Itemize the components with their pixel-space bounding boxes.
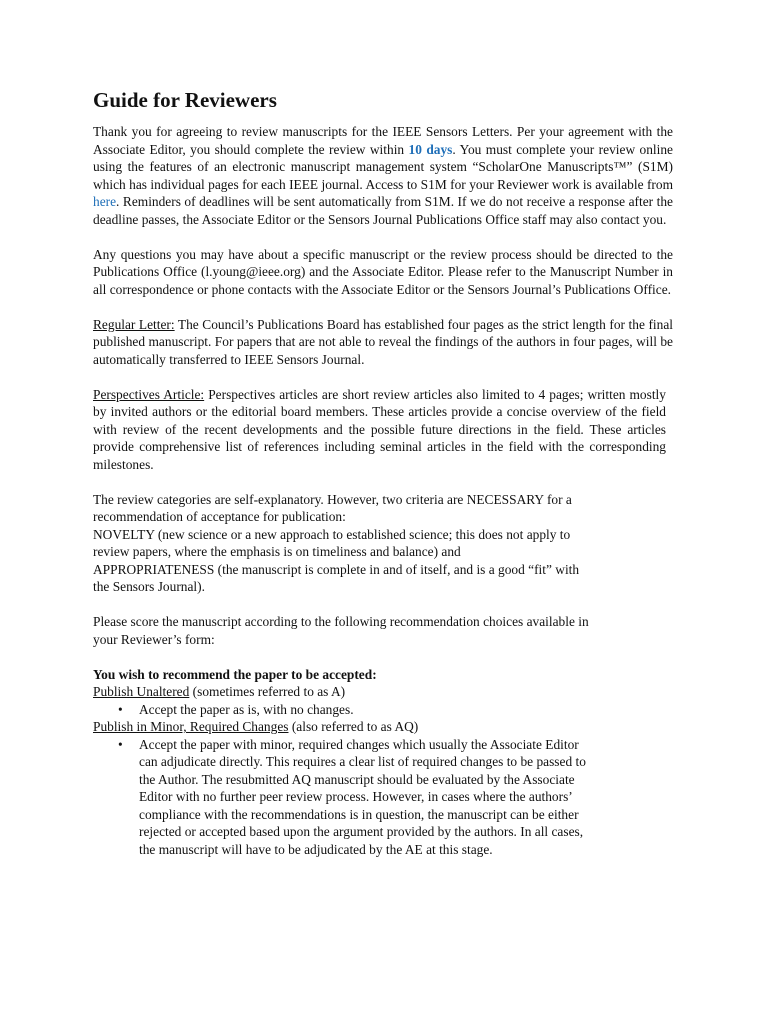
- criteria-line: recommendation of acceptance for publication:: [93, 509, 346, 524]
- intro-text-1: Thank you for agreeing to review manuscripts for the IEEE Sensors Letters. Per your agreement with the Associate Editor, you should complete the review within: [93, 124, 673, 157]
- publish-unaltered-heading: [93, 683, 673, 701]
- intro-text-3: . Reminders of deadlines will be sent automatically from S1M. If we do not receive a response after the deadline passes, the Associate Editor or the Sensors Journal Publications Office staff may also contact you.: [93, 194, 673, 227]
- appropriateness-line: APPROPRIATENESS (the manuscript is complete in and of itself, and is a good “fit” with: [93, 561, 580, 577]
- score-line: your Reviewer’s form:: [93, 631, 215, 647]
- spacer: [93, 648, 673, 666]
- publish-minor-heading: [93, 718, 673, 736]
- publish-minor-line: rejected or accepted based upon the argument provided by the authors. In all cases,: [139, 824, 584, 839]
- criteria-line: The review categories are self-explanatory. However, two criteria are NECESSARY for a: [93, 491, 572, 507]
- document-page: [93, 86, 673, 858]
- publish-minor-line: Editor with no further peer review process. However, in cases where the authors’: [139, 789, 573, 804]
- intro-paragraph: [93, 123, 673, 228]
- list-item: [93, 701, 673, 719]
- criteria-block: [93, 491, 673, 596]
- questions-paragraph: Any questions you may have about a specific manuscript or the review process should be directed to the Publications Office (l.young@ieee.org) and the Associate Editor. Please refer to the Manuscript Number in all correspondence or phone contacts with the Associate Editor or the Sensors Journal’s Publications Office.: [93, 246, 673, 297]
- publish-unaltered-bullet: Accept the paper as is, with no changes.: [139, 701, 354, 717]
- appropriateness-line: the Sensors Journal).: [93, 579, 205, 594]
- review-deadline: 10 days: [408, 141, 453, 157]
- s1m-link[interactable]: here: [93, 194, 117, 209]
- perspectives-label: Perspectives Article:: [93, 386, 205, 402]
- publish-minor-label: Publish in Minor, Required Changes: [93, 719, 289, 734]
- publish-minor-line: the Author. The resubmitted AQ manuscript should be evaluated by the Associate: [139, 771, 575, 787]
- intro-text-2: . You must complete your review online using the features of an electronic manuscript management system “ScholarOne Manuscripts™” (S1M) which has individual pages for each IEEE journal. Access to S1M for your Reviewer work is available from: [93, 141, 673, 192]
- bullet-icon: •: [118, 701, 123, 717]
- novelty-line: review papers, where the emphasis is on timeliness and balance) and: [93, 544, 461, 559]
- score-block: [93, 613, 673, 648]
- regular-letter-paragraph: [93, 316, 673, 369]
- regular-letter-label: Regular Letter:: [93, 316, 175, 332]
- spacer: [93, 368, 673, 386]
- publish-minor-line: Accept the paper with minor, required changes which usually the Associate Editor: [139, 736, 579, 752]
- spacer: [93, 473, 673, 491]
- regular-letter-text: The Council’s Publications Board has established four pages as the strict length for the final published manuscript. For papers that are not able to reveal the findings of the authors in four pages, will be automatically transferred to IEEE Sensors Journal.: [93, 316, 673, 367]
- document-title: Guide for Reviewers: [93, 88, 277, 112]
- accept-heading: You wish to recommend the paper to be accepted:: [93, 666, 377, 682]
- publish-unaltered-note: (sometimes referred to as A): [189, 684, 346, 699]
- novelty-line: NOVELTY (new science or a new approach to established science; this does not apply to: [93, 526, 571, 542]
- score-line: Please score the manuscript according to the following recommendation choices available in: [93, 614, 589, 629]
- spacer: [93, 228, 673, 246]
- publish-minor-line: compliance with the recommendations is in question, the manuscript can be either: [139, 806, 579, 822]
- spacer: [93, 596, 673, 614]
- publish-minor-note: (also referred to as AQ): [288, 719, 419, 734]
- publish-unaltered-label: Publish Unaltered: [93, 684, 190, 699]
- publish-minor-line: can adjudicate directly. This requires a clear list of required changes to be passed to: [139, 754, 586, 769]
- perspectives-text: Perspectives articles are short review articles also limited to 4 pages; written mostly by invited authors or the editorial board members. These articles provide a concise overview of the field with review of the recent developments and the possible future directions in the field. These articles provide comprehensive list of references including seminal articles in the field with the corresponding milestones.: [93, 386, 666, 472]
- spacer: [93, 298, 673, 316]
- bullet-icon: •: [118, 736, 123, 752]
- list-item: [93, 736, 673, 859]
- perspectives-paragraph: [93, 386, 666, 474]
- publish-minor-line: the manuscript will have to be adjudicated by the AE at this stage.: [139, 841, 493, 857]
